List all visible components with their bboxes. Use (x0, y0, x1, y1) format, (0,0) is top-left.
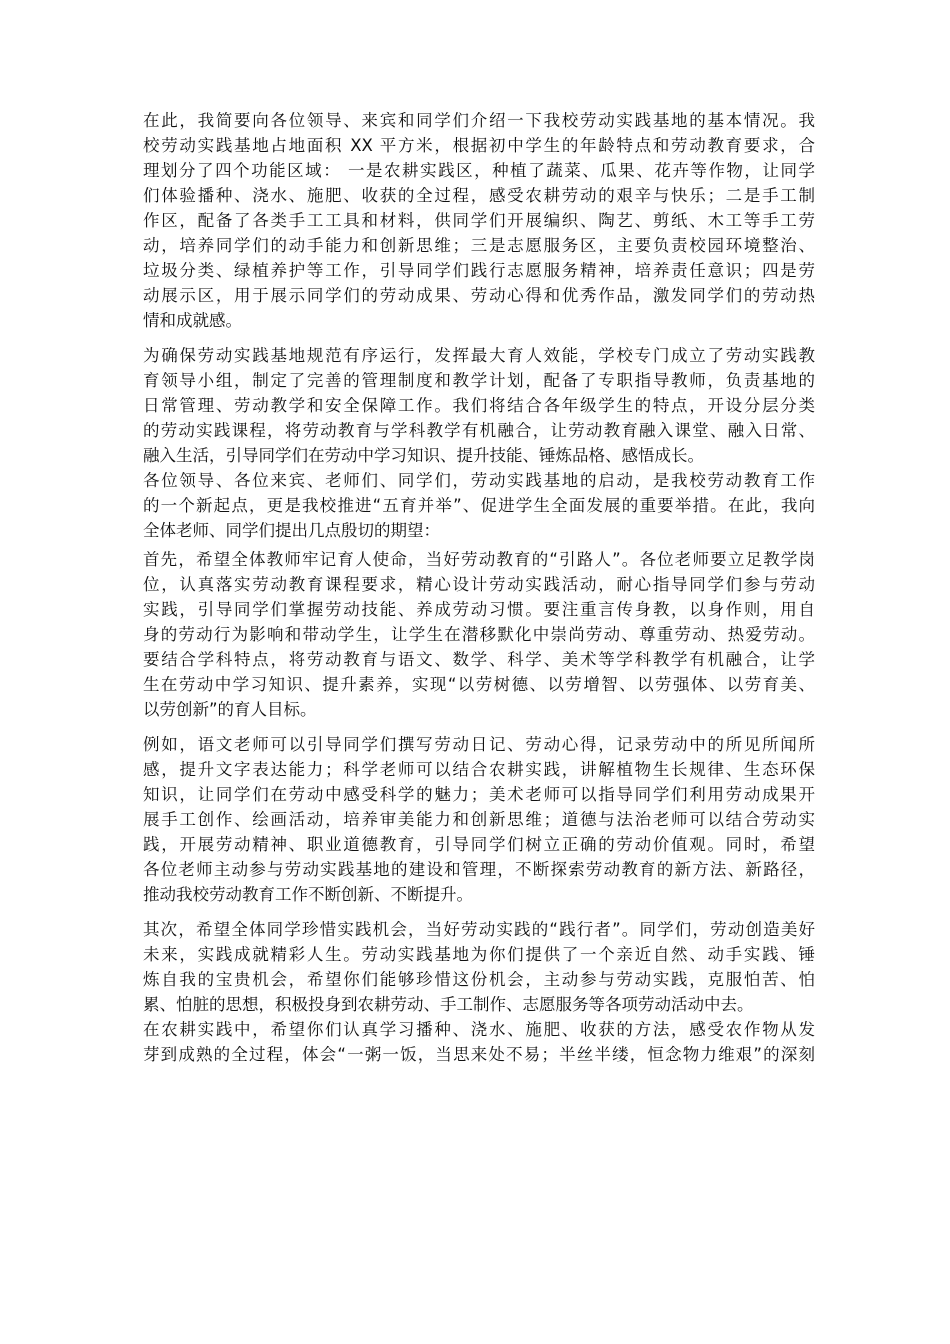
text-line: 其次，希望全体同学珍惜实践机会，当好劳动实践的“践行者”。同学们，劳动创造美好 (143, 920, 815, 939)
text-line: 校劳动实践基地占地面积 XX 平方米，根据初中学生的年龄特点和劳动教育要求，合 (143, 136, 815, 155)
text-line: 在此，我简要向各位领导、来宾和同学们介绍一下我校劳动实践基地的基本情况。我 (143, 111, 815, 130)
text-line: 生在劳动中学习知识、提升素养，实现“以劳树德、以劳增智、以劳强体、以劳育美、 (143, 675, 815, 694)
text-line: 未来，实践成就精彩人生。劳动实践基地为你们提供了一个亲近自然、动手实践、锤 (143, 945, 815, 964)
text-line: 以劳创新”的育人目标。 (143, 700, 317, 719)
text-line: 感，提升文字表达能力；科学老师可以结合农耕实践，讲解植物生长规律、生态环保 (143, 760, 815, 779)
text-line: 推动我校劳动教育工作不断创新、不断提升。 (143, 885, 473, 904)
paragraph-farming (143, 1017, 815, 1067)
text-line: 炼自我的宝贵机会，希望你们能够珍惜这份机会，主动参与劳动实践，克服怕苦、怕 (143, 970, 815, 989)
text-line: 例如，语文老师可以引导同学们撰写劳动日记、劳动心得，记录劳动中的所见所闻所 (143, 735, 815, 754)
text-line: 理划分了四个功能区域： 一是农耕实践区，种植了蔬菜、瓜果、花卉等作物，让同学 (143, 161, 815, 180)
text-line: 为确保劳动实践基地规范有序运行，发挥最大育人效能，学校专门成立了劳动实践教 (143, 346, 815, 365)
text-line: 身的劳动行为影响和带动学生，让学生在潜移默化中崇尚劳动、尊重劳动、热爱劳动。 (143, 625, 815, 644)
paragraph-address (143, 468, 815, 543)
text-line: 的一个新起点，更是我校推进“五育并举”、促进学生全面发展的重要举措。在此，我向 (143, 496, 815, 515)
text-line: 要结合学科特点，将劳动教育与语文、数学、科学、美术等学科教学有机融合，让学 (143, 650, 815, 669)
paragraph-examples (143, 732, 815, 907)
text-line: 实践，引导同学们掌握劳动技能、养成劳动习惯。要注重言传身教，以身作则，用自 (143, 600, 815, 619)
text-line: 的劳动实践课程，将劳动教育与学科教学有机融合，让劳动教育融入课堂、融入日常、 (143, 421, 815, 440)
text-line: 动，培养同学们的动手能力和创新思维；三是志愿服务区，主要负责校园环境整治、 (143, 236, 815, 255)
paragraph-intro (143, 108, 815, 333)
text-line: 知识，让同学们在劳动中感受科学的魅力；美术老师可以指导同学们利用劳动成果开 (143, 785, 815, 804)
text-line: 各位领导、各位来宾、老师们、同学们，劳动实践基地的启动，是我校劳动教育工作 (143, 471, 815, 490)
text-line: 累、怕脏的思想，积极投身到农耕劳动、手工制作、志愿服务等各项劳动活动中去。 (143, 995, 754, 1014)
text-line: 芽到成熟的全过程，体会“一粥一饭，当思来处不易；半丝半缕，恒念物力维艰”的深刻 (143, 1045, 815, 1064)
text-line: 践，开展劳动精神、职业道德教育，引导同学们树立正确的劳动价值观。同时，希望 (143, 835, 815, 854)
text-line: 们体验播种、浇水、施肥、收获的全过程，感受农耕劳动的艰辛与快乐；二是手工制 (143, 186, 815, 205)
text-line: 育领导小组，制定了完善的管理制度和教学计划，配备了专职指导教师，负责基地的 (143, 371, 815, 390)
paragraph-teachers (143, 547, 815, 722)
paragraph-management (143, 343, 815, 468)
text-line: 位，认真落实劳动教育课程要求，精心设计劳动实践活动，耐心指导同学们参与劳动 (143, 575, 815, 594)
text-line: 作区，配备了各类手工工具和材料，供同学们开展编织、陶艺、剪纸、木工等手工劳 (143, 211, 815, 230)
text-line: 展手工创作、绘画活动，培养审美能力和创新思维；道德与法治老师可以结合劳动实 (143, 810, 815, 829)
text-line: 动展示区，用于展示同学们的劳动成果、劳动心得和优秀作品，激发同学们的劳动热 (143, 286, 815, 305)
text-line: 全体老师、同学们提出几点殷切的期望： (143, 521, 440, 540)
text-line: 垃圾分类、绿植养护等工作，引导同学们践行志愿服务精神，培养责任意识；四是劳 (143, 261, 815, 280)
text-line: 首先，希望全体教师牢记育人使命，当好劳动教育的“引路人”。各位老师要立足教学岗 (143, 550, 815, 569)
text-line: 在农耕实践中，希望你们认真学习播种、浇水、施肥、收获的方法，感受农作物从发 (143, 1020, 815, 1039)
text-line: 各位老师主动参与劳动实践基地的建设和管理，不断探索劳动教育的新方法、新路径， (143, 860, 815, 879)
paragraph-students (143, 917, 815, 1017)
text-line: 日常管理、劳动教学和安全保障工作。我们将结合各年级学生的特点，开设分层分类 (143, 396, 815, 415)
text-line: 情和成就感。 (143, 311, 242, 330)
text-line: 融入生活，引导同学们在劳动中学习知识、提升技能、锤炼品格、感悟成长。 (143, 446, 704, 465)
document-page (143, 108, 815, 1067)
